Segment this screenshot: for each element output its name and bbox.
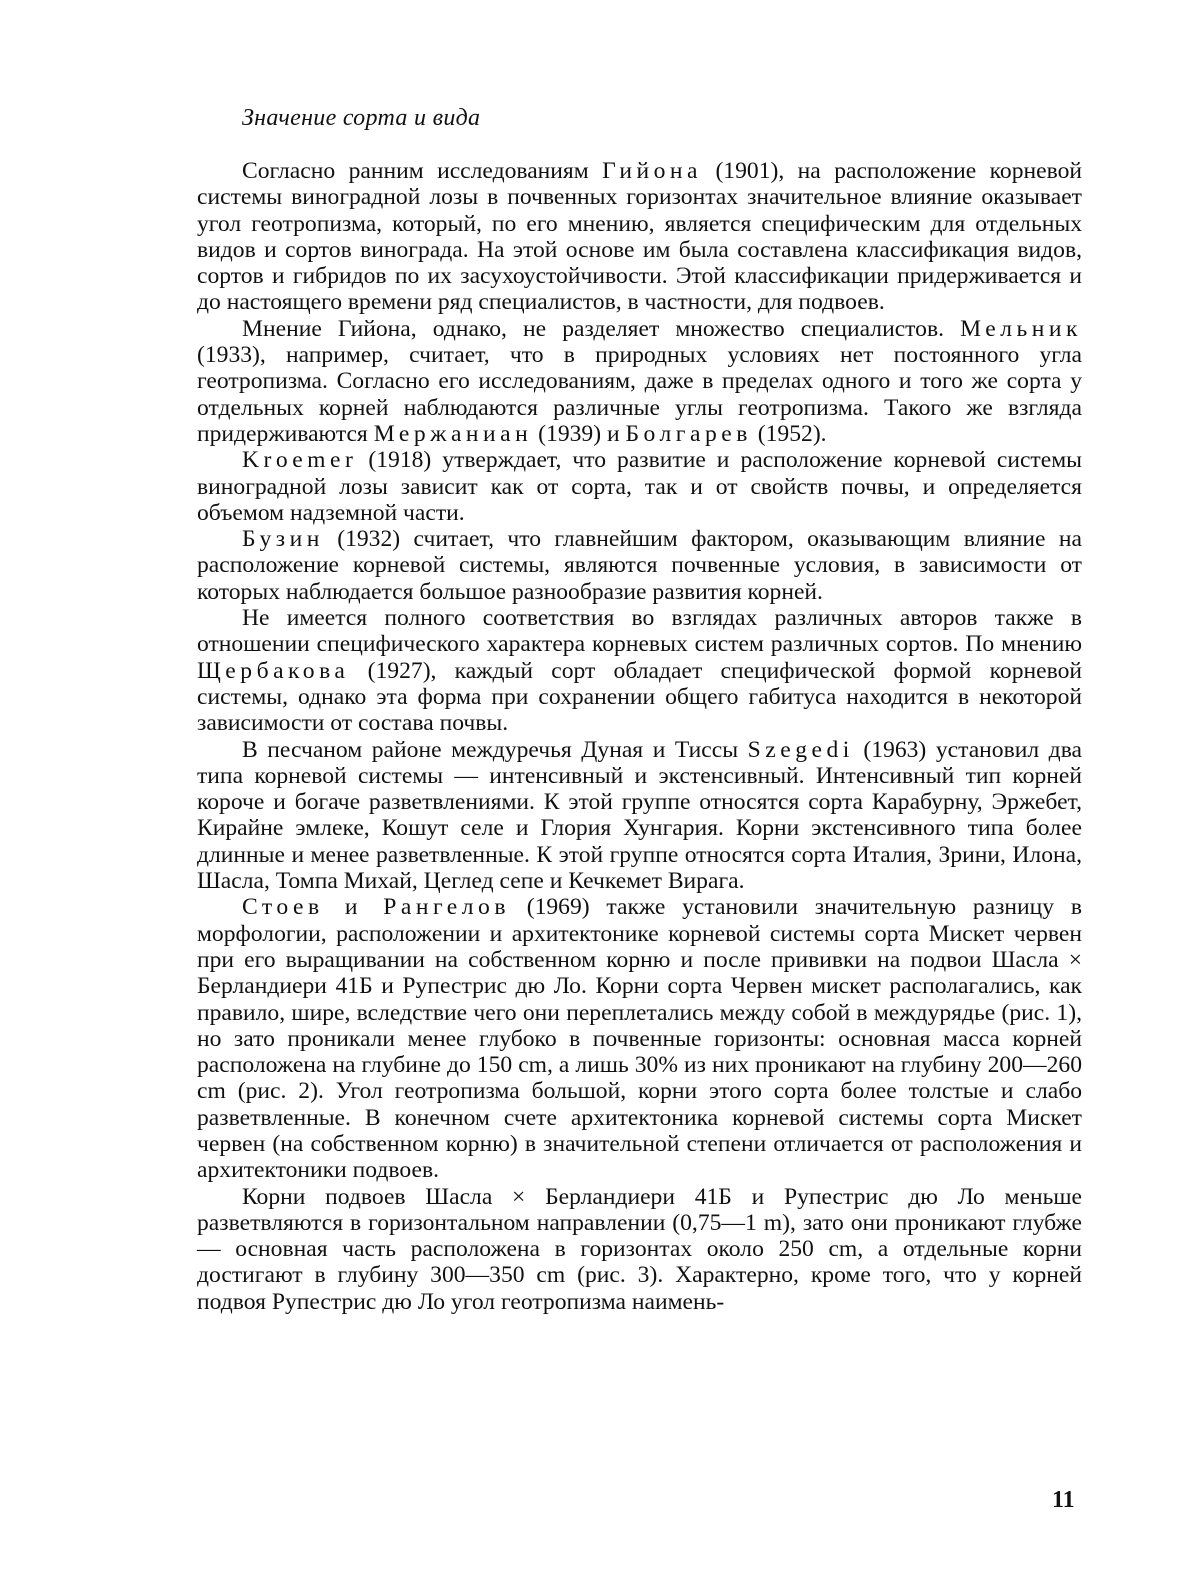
- paragraph-6: [197, 737, 1082, 895]
- author-name: Бузин: [242, 526, 324, 553]
- paragraph-7: [197, 894, 1082, 1183]
- page-number: 11: [1052, 1487, 1075, 1513]
- paragraph-text: (1932) считает, что главнейшим фактором, оказывающим влияние на расположение корневой системы, являются почвенные условия, в зависимости от которых наблюдается большое разнообразие развития корней.: [197, 526, 1082, 605]
- author-name: Мельник: [960, 315, 1082, 342]
- paragraph-text: (1969) также установили значительную разницу в морфологии, расположении и архитектонике корневой системы сорта Мискет червен при его выращивании на собственном корню и после прививки на подвои Шасла × Берландиери 41Б и Рупестрис дю Ло. Корни сорта Червен мискет располагались, как правило, шире, вследствие чего они переплетались между собой в междурядье (рис. 1), но зато проникали менее глубоко в почвенные горизонты: основная масса корней расположена на глубине до 150 cm, а лишь 30% из них проникают на глубину 200—260 cm (рис. 2). Угол геотропизма большой, корни этого сорта более толстые и слабо разветвленные. В конечном счете архитектоника корневой системы сорта Мискет червен (на собственном корню) в значительной степени отличается от расположения и архитектоники подвоев.: [197, 894, 1082, 1184]
- paragraph-text: (1927), каждый сорт обладает специфической формой корневой системы, однако эта форма при сохранении общего габитуса находится в некоторой зависимости от состава почвы.: [197, 657, 1082, 737]
- author-name: Szegedi: [747, 736, 854, 763]
- paragraph-text: (1918) утверждает, что развитие и расположение корневой системы виноградной лозы зависит как от сорта, так и от свойств почвы, и определяется объемом надземной части.: [197, 447, 1082, 526]
- paragraph-text: (1933), например, считает, что в природных условиях нет постоянного угла геотропизма. Согласно его исследованиям, даже в пределах одного и того же сорта у отдельных корней наблюдаются различные углы геотропизма. Такого же взгляда придерживаются: [197, 342, 1082, 447]
- paragraph-8: [197, 1184, 1082, 1315]
- author-name: Мержаниан: [373, 420, 533, 447]
- paragraph-text: Согласно ранним исследованиям: [242, 158, 603, 184]
- author-name: Стоев и Рангелов: [242, 894, 510, 921]
- paragraph-5: [197, 605, 1082, 736]
- author-name: Гийона: [602, 158, 703, 184]
- author-name: Kroemer: [242, 447, 358, 474]
- paragraph-text: Не имеется полного соответствия во взглядах различных авторов также в отношении специфического характера корневых систем различных сортов. По мнению: [197, 605, 1082, 658]
- body-text: [197, 158, 1082, 1315]
- paragraph-text: (1939) и: [532, 420, 626, 447]
- paragraph-text: (1952).: [751, 420, 827, 447]
- paragraph-3: [197, 447, 1082, 526]
- paragraph-4: [197, 526, 1082, 605]
- paragraph-text: Мнение Гийона, однако, не разделяет множество специалистов.: [242, 315, 961, 342]
- author-name: Щербакова: [197, 657, 350, 684]
- section-title: Значение сорта и вида: [242, 105, 481, 131]
- paragraph-text: (1901), на расположение корневой системы виноградной лозы в почвенных горизонтах значительное влияние оказывает угол геотропизма, который, по его мнению, является специфическим для отдельных видов и сортов винограда. На этой основе им была составлена классификация видов, сортов и гибридов по их засухоустойчивости. Этой классификации придерживается и до настоящего времени ряд специалистов, в частности, для подвоев.: [197, 158, 1082, 316]
- paragraph-text: В песчаном районе междуречья Дуная и Тиссы: [242, 736, 748, 763]
- paragraph-1: [197, 158, 1082, 316]
- paragraph-2: [197, 316, 1082, 447]
- author-name: Болгарев: [625, 420, 752, 447]
- paragraph-text: (1963) установил два типа корневой системы — интенсивный и экстенсивный. Интенсивный тип корней короче и богаче разветвлениями. К этой группе относятся сорта Карабурну, Эржебет, Кирайне эмлеке, Кошут селе и Глория Хунгария. Корни экстенсивного типа более длинные и менее разветвленные. К этой группе относятся сорта Италия, Зрини, Илона, Шасла, Томпа Михай, Цеглед сепе и Кечкемет Вирага.: [197, 736, 1082, 895]
- paragraph-text: Корни подвоев Шасла × Берландиери 41Б и Рупестрис дю Ло меньше разветвляются в горизонтальном направлении (0,75—1 m), зато они проникают глубже — основная часть расположена в горизонтах около 250 cm, а отдельные корни достигают в глубину 300—350 cm (рис. 3). Характерно, кроме того, что у корней подвоя Рупестрис дю Ло угол геотропизма наимень-: [197, 1183, 1082, 1315]
